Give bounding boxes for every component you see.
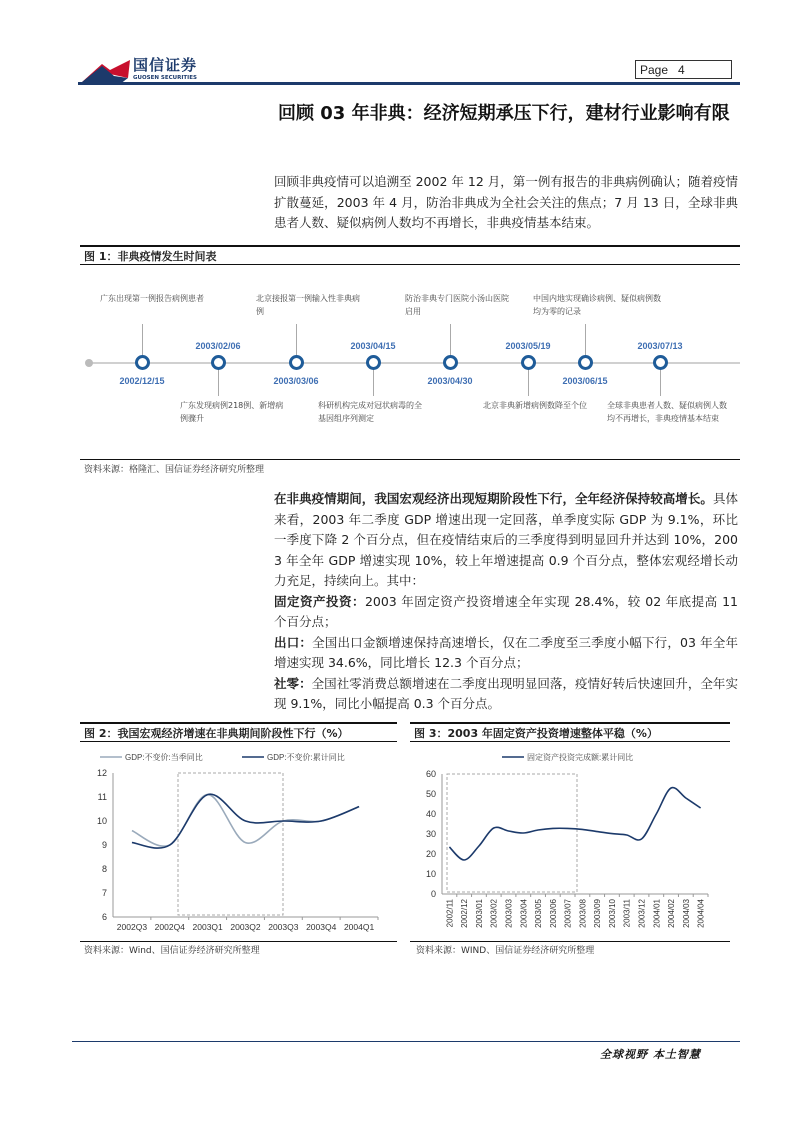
footer-divider xyxy=(72,1041,740,1042)
timeline-connector xyxy=(450,324,451,358)
y-tick-label: 12 xyxy=(96,768,107,778)
y-tick-label: 9 xyxy=(101,840,107,850)
legend-label: GDP:不变价:累计同比 xyxy=(267,753,345,762)
timeline-connector xyxy=(528,368,529,396)
logo-text-cn: 国信证券 xyxy=(133,56,198,74)
figure2-divider xyxy=(80,941,397,942)
x-tick-label: 2004Q1 xyxy=(343,922,375,932)
page-indicator xyxy=(635,60,732,79)
figure2-source: 资料来源：Wind、国信证券经济研究所整理 xyxy=(84,946,260,956)
y-tick-label: 30 xyxy=(425,829,436,839)
timeline-connector xyxy=(585,324,586,358)
x-tick-label: 2004/02 xyxy=(667,899,677,928)
fai-growth-chart xyxy=(410,745,730,940)
fai-label: 固定资产投资： xyxy=(274,593,365,609)
timeline-node xyxy=(443,355,458,370)
retail-label: 社零： xyxy=(274,675,312,691)
figure2-title: 图 2：我国宏观经济增速在非典期间阶段性下行（%） xyxy=(80,722,397,742)
x-tick-label: 2003/12 xyxy=(637,899,647,928)
lead-paragraph xyxy=(274,489,738,592)
y-tick-label: 10 xyxy=(96,816,107,826)
x-tick-label: 2003/04 xyxy=(519,899,529,928)
x-tick-label: 2004/03 xyxy=(681,899,691,928)
y-tick-label: 7 xyxy=(101,888,107,898)
timeline-date: 2003/04/30 xyxy=(427,376,473,386)
timeline-event-text: 全球非典患者人数、疑似病例人数均不再增长，非典疫情基本结束 xyxy=(607,401,727,423)
x-tick-label: 2004/04 xyxy=(696,899,706,928)
timeline-date: 2003/06/15 xyxy=(562,376,608,386)
x-tick-label: 2003Q4 xyxy=(306,922,337,932)
x-tick-label: 2003Q3 xyxy=(268,922,299,932)
timeline-node xyxy=(366,355,381,370)
x-tick-label: 2003/02 xyxy=(489,899,499,928)
figure1-title: 图 1：非典疫情发生时间表 xyxy=(80,245,740,265)
timeline-event-text: 广东发现病例218例、新增病例骤升 xyxy=(180,401,284,423)
highlight-period-box xyxy=(447,774,577,892)
highlight-period-box xyxy=(178,773,283,915)
timeline-event-text: 北京非典新增病例数降至个位 xyxy=(483,401,587,410)
gdp-growth-chart xyxy=(80,745,397,940)
x-tick-label: 2002Q4 xyxy=(154,922,185,932)
figure1-source: 资料来源：格隆汇、国信证券经济研究所整理 xyxy=(84,465,265,475)
x-tick-label: 2003/07 xyxy=(563,899,573,928)
footer-slogan: 全球视野 本土智慧 xyxy=(600,1048,701,1061)
x-tick-label: 2004/01 xyxy=(652,899,662,928)
x-tick-label: 2003/09 xyxy=(593,899,603,928)
export-label: 出口： xyxy=(274,634,313,650)
x-tick-label: 2002/12 xyxy=(460,899,470,928)
figure3-divider xyxy=(410,941,730,942)
legend-label: GDP:不变价:当季同比 xyxy=(125,753,203,762)
timeline-date: 2003/02/06 xyxy=(195,341,241,351)
figure1-divider xyxy=(80,459,740,460)
timeline-node xyxy=(653,355,668,370)
retail-paragraph xyxy=(274,674,738,715)
x-tick-label: 2003/06 xyxy=(548,899,558,928)
figure3-title: 图 3：2003 年固定资产投资增速整体平稳（%） xyxy=(410,722,730,742)
fai-text: 2003 年固定资产投资增速全年实现 28.4%，较 02 年底提高 11 个百分点； xyxy=(274,593,738,629)
x-tick-label: 2003/10 xyxy=(607,899,617,928)
header-divider xyxy=(78,82,740,85)
timeline-node xyxy=(289,355,304,370)
timeline-connector xyxy=(296,324,297,358)
timeline-event-text: 广东出现第一例报告病例患者 xyxy=(100,294,204,303)
lead-bold: 在非典疫情期间，我国宏观经济出现短期阶段性下行，全年经济保持较高增长。 xyxy=(274,491,713,506)
x-tick-label: 2003/11 xyxy=(622,899,632,928)
x-tick-label: 2003/08 xyxy=(578,899,588,928)
y-tick-label: 60 xyxy=(425,769,436,779)
x-tick-label: 2003/03 xyxy=(504,899,514,928)
timeline-connector xyxy=(373,368,374,396)
x-tick-label: 2003Q1 xyxy=(192,922,223,932)
timeline-axis xyxy=(88,362,740,364)
y-tick-label: 40 xyxy=(425,809,436,819)
timeline-start-dot xyxy=(85,359,93,367)
y-tick-label: 10 xyxy=(425,869,436,879)
x-tick-label: 2003Q2 xyxy=(230,922,261,932)
timeline-node xyxy=(521,355,536,370)
timeline-date: 2003/07/13 xyxy=(637,341,683,351)
legend-label: 固定资产投资完成额:累计同比 xyxy=(527,753,634,762)
logo-text-en: GUOSEN SECURITIES xyxy=(133,75,197,81)
y-tick-label: 50 xyxy=(425,789,436,799)
export-text: 全国出口金额增速保持高速增长，仅在二季度至三季度小幅下行，03 年全年增速实现 34.6%，同比增长 12.3 个百分点； xyxy=(274,634,738,670)
timeline-event-text: 科研机构完成对冠状病毒的全基因组序列测定 xyxy=(318,401,422,423)
y-tick-label: 8 xyxy=(101,864,107,874)
x-tick-label: 2003/05 xyxy=(534,899,544,928)
intro-paragraph: 回顾非典疫情可以追溯至 2002 年 12 月，第一例有报告的非典病例确认；随着疫情扩散蔓延，2003 年 4 月，防治非典成为全社会关注的焦点；7 月 13 日，全球非典患者人数、疑似病例人数均不再增长，非典疫情基本结束。 xyxy=(274,174,738,230)
timeline-node xyxy=(135,355,150,370)
retail-text: 全国社零消费总额增速在二季度出现明显回落，疫情好转后快速回升，全年实现 9.1%，同比小幅提高 0.3 个百分点。 xyxy=(274,675,738,711)
timeline-date: 2003/04/15 xyxy=(350,341,396,351)
section-title: 回顾 03 年非典：经济短期承压下行，建材行业影响有限 xyxy=(278,103,730,124)
export-paragraph xyxy=(274,633,738,674)
timeline-date: 2003/03/06 xyxy=(273,376,319,386)
y-tick-label: 11 xyxy=(97,792,107,802)
timeline-event-text: 北京接报第一例输入性非典病例 xyxy=(256,294,360,316)
page-number: 4 xyxy=(678,63,685,77)
timeline-event-text: 防治非典专门医院小汤山医院启用 xyxy=(405,294,509,316)
timeline-connector xyxy=(142,324,143,358)
timeline-connector xyxy=(218,368,219,396)
timeline-connector xyxy=(660,368,661,396)
timeline-node xyxy=(578,355,593,370)
x-tick-label: 2002Q3 xyxy=(116,922,148,932)
series-line xyxy=(132,794,359,848)
page-label: Page xyxy=(640,63,669,77)
y-tick-label: 20 xyxy=(425,849,436,859)
y-tick-label: 6 xyxy=(101,912,107,922)
series-line xyxy=(449,788,700,860)
x-tick-label: 2003/01 xyxy=(474,899,484,928)
timeline-date: 2003/05/19 xyxy=(505,341,551,351)
lead-rest: 具体来看，2003 年二季度 GDP 增速出现一定回落，单季度实际 GDP 为 9.1%，环比一季度下降 2 个百分点，但在疫情结束后的三季度得到明显回升并达到 10%，2003 年全年 GDP 增速实现 10%，较上年增速提高 0.9 个百分点，整体宏观经增长动力充足，持续向上。其中： xyxy=(274,491,738,588)
timeline-event-text: 中国内地实现确诊病例、疑似病例数均为零的记录 xyxy=(533,294,661,316)
analysis-text xyxy=(274,489,738,715)
figure3-source: 资料来源：WIND、国信证券经济研究所整理 xyxy=(416,946,595,956)
fai-paragraph xyxy=(274,592,738,633)
timeline-date: 2002/12/15 xyxy=(119,376,165,386)
timeline-node xyxy=(211,355,226,370)
x-tick-label: 2002/11 xyxy=(445,899,455,928)
y-tick-label: 0 xyxy=(430,889,436,899)
